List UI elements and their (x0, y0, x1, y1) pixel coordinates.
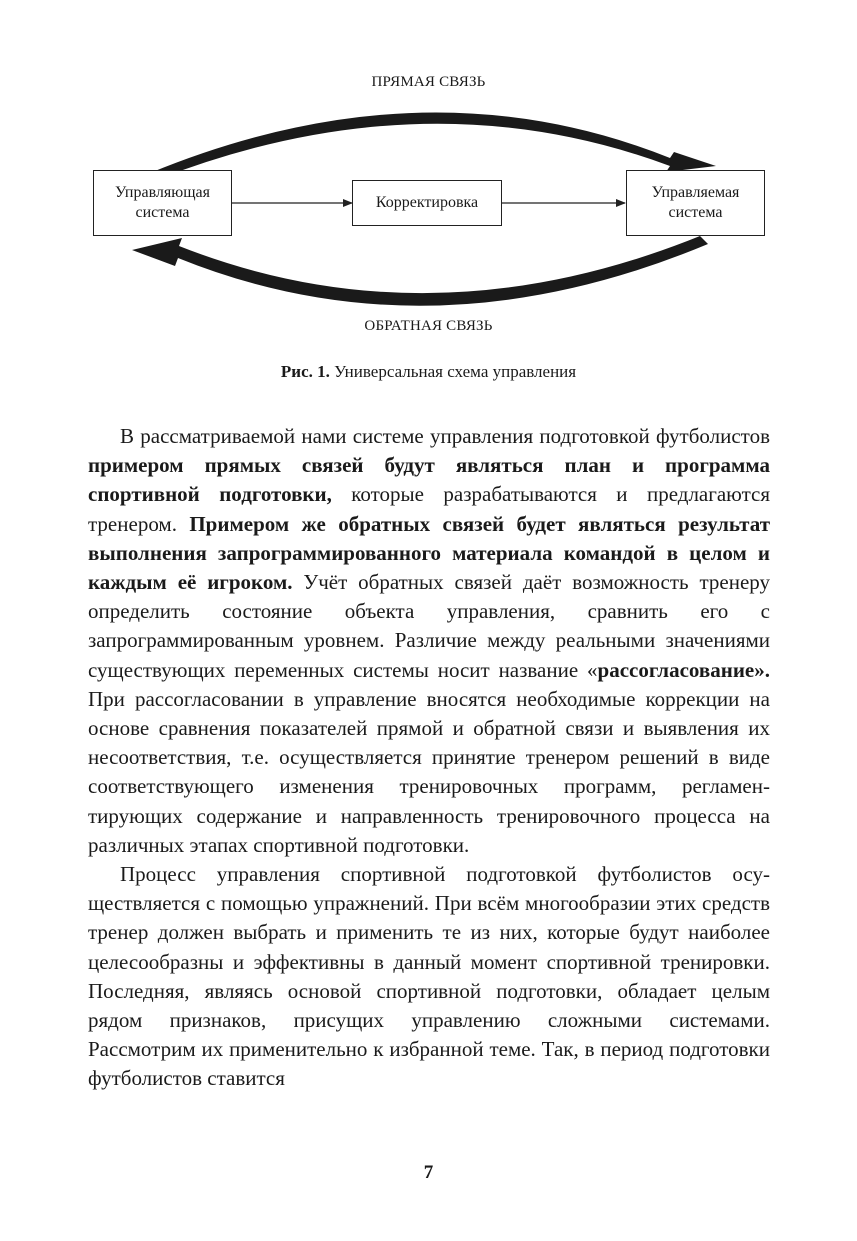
caption-text: Универсальная схема управления (329, 362, 577, 381)
feedback-link-label: ОБРАТНАЯ СВЯЗЬ (364, 318, 493, 334)
controlled-system-box (626, 170, 765, 236)
body-text (88, 422, 770, 1094)
figure-caption (0, 362, 857, 382)
feedback-link-arrow (132, 236, 708, 306)
p1-text-4: При рассогласовании в управление вносятся необходимые коррекции на основе сравнения показателей прямой и обратной связи и выявления их несоответствия, т.е. осуществляется принятие тренером решений в виде соответствующего изменения тренировочных программ, регламентирующих содержание и направленность тренировочного процесса на различных этапах спортивной подготовки. (88, 686, 770, 857)
caption-number: Рис. 1. (280, 362, 330, 381)
page-number: 7 (423, 1162, 434, 1183)
p1-text-2: которые разрабатываются и предлагаются тренером. (88, 482, 770, 536)
correction-box (352, 180, 502, 226)
controlling-system-box (93, 170, 232, 236)
controlled-system-label: Управляемая система (651, 184, 740, 221)
forward-link-label: ПРЯМАЯ СВЯЗЬ (371, 74, 486, 90)
correction-label: Корректировка (375, 194, 479, 211)
paragraph-1 (88, 422, 770, 860)
p1-bold-mismatch-term: рассогласование». (597, 657, 770, 682)
p1-text-3: Учёт обратных связей даёт возможность тренеру определить состояние объекта управления, сравнить его с запрограммированным уровнем. Различие между реальными значениями существующих переменных системы носит название « (88, 570, 771, 682)
p1-bold-feedback-links: Примером же обратных связей будет являться результат выполнения запрограммированного материала командой в целом и каждым её игроком. (88, 511, 771, 595)
control-scheme-figure (0, 0, 857, 400)
p1-bold-forward-links: примером прямых связей будут являться план и программа спортивной подготовки, (88, 453, 770, 507)
paragraph-2: Процесс управления спортивной подготовкой футболистов осуществляется с помощью упражнений. При всём многообразии этих средств тренер должен выбрать и применить те из них, которые будут наиболее целесообразны и эффективны в данный момент спортивной тренировки. Последняя, являясь основой спортивной подготовки, обладает целым рядом признаков, присущих управлению сложными системами. Рассмотрим их применительно к избранной теме. Так, в период подготовки футболистов ставится (88, 862, 770, 1091)
controlling-system-label: Управляющая система (114, 184, 210, 221)
p1-text-1: В рассматриваемой нами системе управления подготовкой футболистов (120, 424, 770, 448)
